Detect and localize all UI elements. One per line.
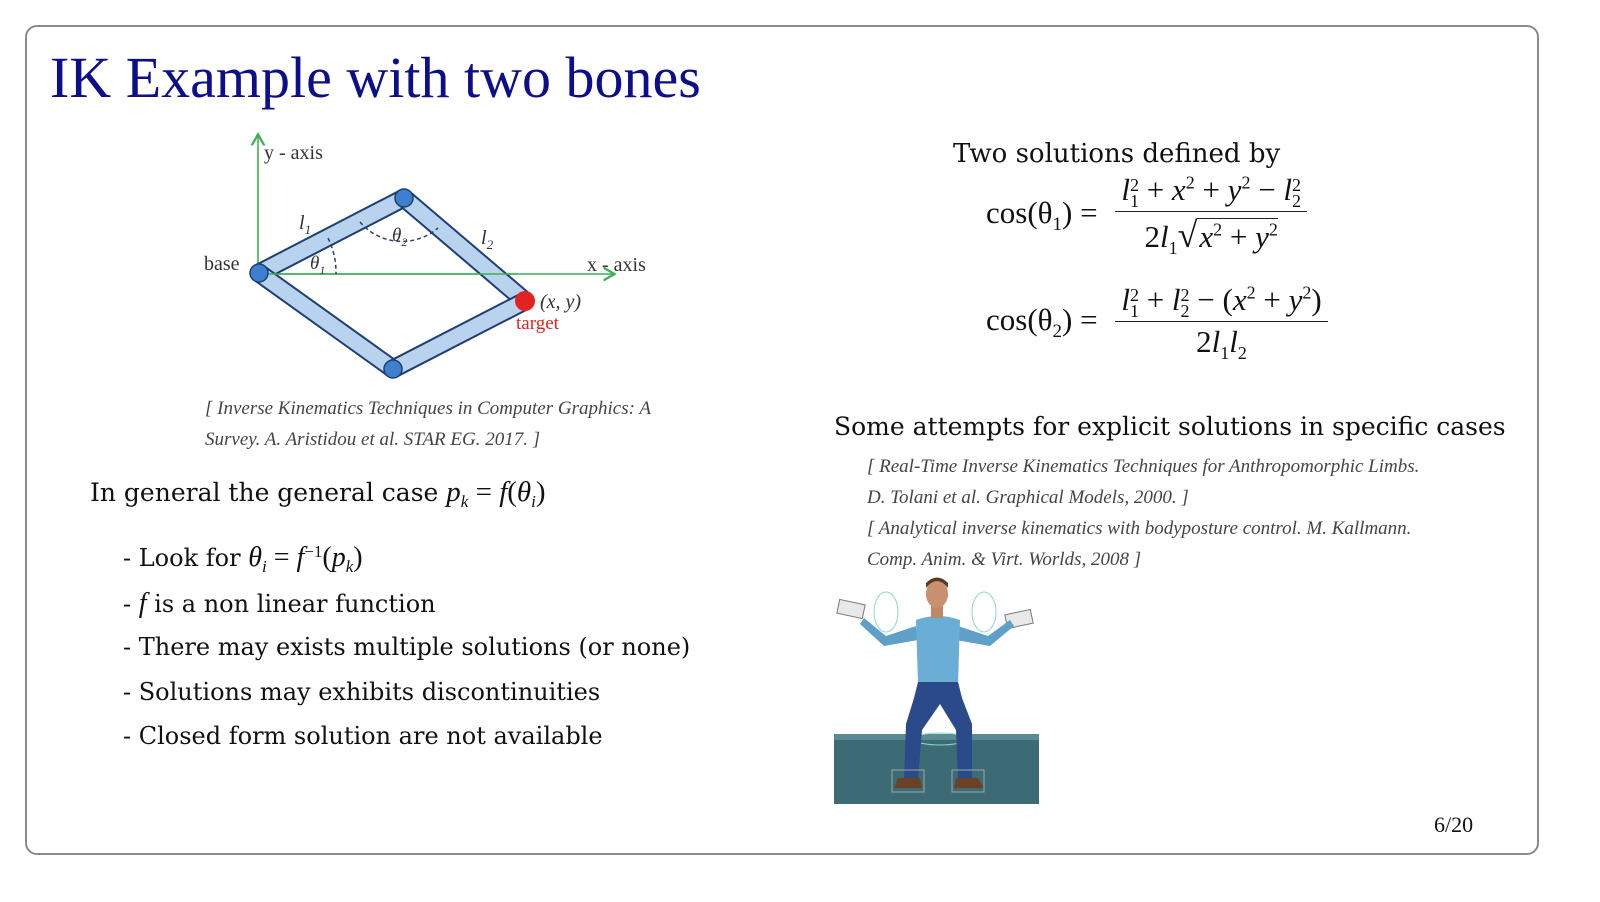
- bullet-nonlinear: - f is a non linear function: [123, 588, 436, 619]
- page-number: 6/20: [1434, 812, 1474, 837]
- bullet-closed-form: - Closed form solution are not available: [123, 722, 603, 750]
- elbow-joint-bottom: [384, 360, 402, 378]
- cos-theta1-equation: $\cos(\theta_1)$ = l 2 1 + $x^2 + y^2 - l$ 2 2 $2l_1√x^2 + y^2$: [986, 172, 1307, 259]
- target-point: [515, 291, 535, 311]
- elbow-joint-top: [395, 189, 413, 207]
- target-coordinate-label: (x, y): [540, 291, 582, 313]
- attempts-references: [867, 451, 1419, 575]
- base-label: base: [204, 253, 240, 275]
- base-joint: [250, 264, 268, 282]
- reference-tolani-line1: [ Real-Time Inverse Kinematics Techniques for Anthropomorphic Limbs.: [867, 456, 1420, 477]
- character-ik-figure: [834, 574, 1040, 804]
- theta2-label: $\theta_2$: [392, 225, 408, 249]
- l2-label: $l_2$: [481, 227, 494, 252]
- two-bone-ik-diagram: [195, 128, 670, 390]
- target-label: target: [516, 313, 559, 334]
- attempts-heading: Some attempts for explicit solutions in specific cases: [834, 412, 1506, 441]
- bullet-look-for: - Look for $\theta_i = f^{-1}(p_k)$: [123, 542, 363, 576]
- diagram-citation: [ Inverse Kinematics Techniques in Computer Graphics: A Survey. A. Aristidou et al. STAR EG. 2017. ]: [205, 398, 651, 450]
- l1-label: $l_1$: [299, 212, 312, 237]
- theta1-label: $\theta_1$: [310, 253, 326, 277]
- reference-kallmann-line2: Comp. Anim. & Virt. Worlds, 2008 ]: [867, 549, 1142, 570]
- solutions-heading: Two solutions defined by: [953, 139, 1281, 169]
- y-axis-label: y - axis: [264, 142, 323, 164]
- bullet-discontinuities: - Solutions may exhibits discontinuities: [123, 678, 601, 706]
- reference-tolani-line2: D. Tolani et al. Graphical Models, 2000. ]: [867, 487, 1189, 508]
- cos-theta2-equation: $\cos(\theta_2)$ = l 2 1 + l 2 2 − $(x^2 + y^2)$ $2l_1l_2$: [986, 282, 1328, 364]
- bullet-multiple-solutions: - There may exists multiple solutions (or none): [123, 633, 691, 661]
- reference-kallmann-line1: [ Analytical inverse kinematics with bodyposture control. M. Kallmann.: [867, 518, 1412, 539]
- general-case-line: In general the general case $p_k = f(\theta_i)$: [90, 476, 546, 511]
- x-axis-label: x - axis: [587, 254, 646, 276]
- slide-title: IK Example with two bones: [50, 45, 701, 110]
